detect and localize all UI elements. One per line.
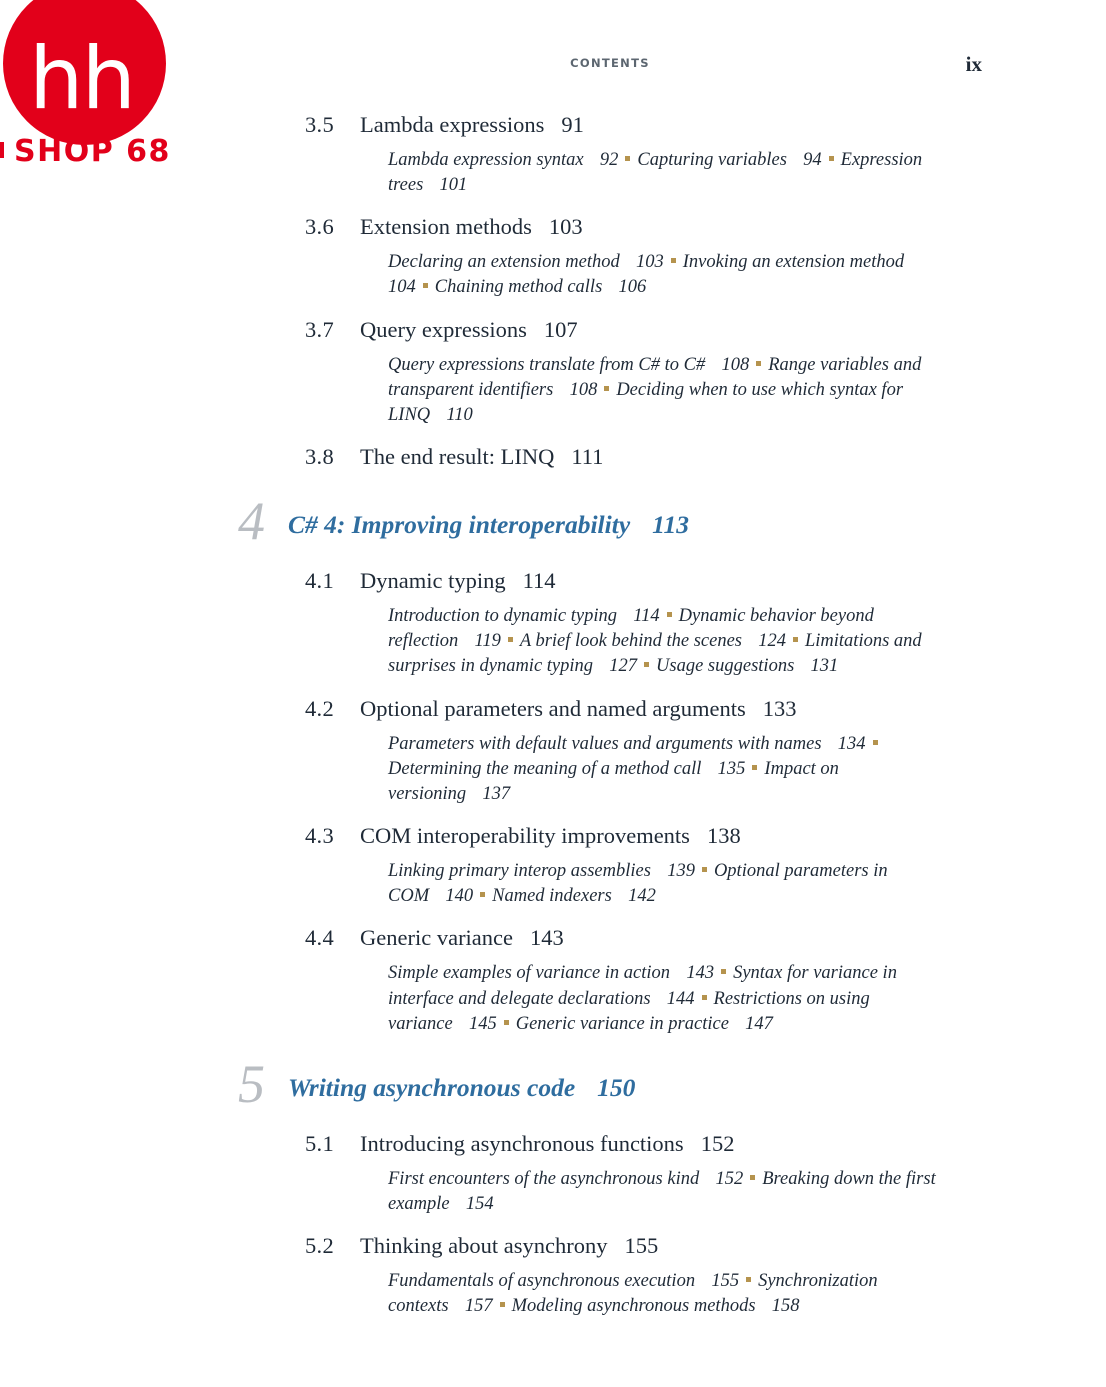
- section-title: [360, 317, 578, 343]
- section-number: 5.1: [305, 1130, 335, 1156]
- subsection-page-number: 92: [590, 150, 619, 170]
- subsection-title: Synchronization contexts: [388, 1271, 878, 1317]
- subsection-list: [388, 961, 936, 1036]
- section-title-text: Query expressions: [360, 316, 527, 342]
- separator-bullet-icon: [756, 361, 761, 366]
- subsection-title: Limitations and surprises in dynamic typing: [388, 631, 922, 677]
- subsection-page-number: 103: [626, 252, 664, 273]
- section-page-number: 111: [571, 444, 604, 470]
- section-page-number: 91: [561, 112, 584, 137]
- subsection-page-number: 158: [762, 1296, 800, 1317]
- subsection-title: Optional parameters in COM: [388, 861, 888, 907]
- section-entry[interactable]: [0, 317, 1106, 347]
- subsection-page-number: 94: [793, 150, 822, 170]
- separator-bullet-icon: [746, 1277, 751, 1282]
- chapter-title: [288, 510, 689, 540]
- section-page-number: 114: [522, 568, 556, 594]
- section-page-number: 107: [543, 316, 578, 342]
- separator-bullet-icon: [500, 1302, 505, 1307]
- subsection-title: Usage suggestions: [656, 656, 795, 677]
- subsection-page-number: 110: [437, 404, 473, 425]
- subsection-list: [388, 148, 936, 198]
- chapter-title: [288, 1073, 635, 1103]
- separator-bullet-icon: [604, 386, 609, 391]
- section-title-text: Dynamic typing: [360, 568, 506, 594]
- subsection-title: Query expressions translate from C# to C#: [388, 354, 706, 375]
- separator-bullet-icon: [625, 156, 630, 161]
- section-number: 4.1: [305, 568, 335, 594]
- separator-bullet-icon: [702, 867, 707, 872]
- logo-wordmark: SHOP 68: [14, 134, 171, 169]
- subsection-page-number: 154: [456, 1193, 494, 1214]
- subsection-page-number: 147: [735, 1013, 773, 1034]
- subsection-title: A brief look behind the scenes: [519, 631, 742, 652]
- chapter-page-number: 150: [597, 1072, 636, 1102]
- section-entry[interactable]: [0, 568, 1106, 598]
- separator-bullet-icon: [721, 969, 726, 974]
- subsection-title: Lambda expression syntax: [388, 150, 584, 170]
- subsection-list: [388, 732, 936, 807]
- subsection-list: [388, 604, 936, 679]
- subsection-page-number: 124: [748, 631, 786, 652]
- subsection-title: Determining the meaning of a method call: [388, 758, 702, 779]
- subsection-title: Syntax for variance in interface and delegate declarations: [388, 963, 897, 1009]
- section-number: 4.2: [305, 695, 335, 721]
- section-title-text: Extension methods: [360, 214, 532, 240]
- separator-bullet-icon: [702, 995, 707, 1000]
- logo-hh-text: hh: [28, 28, 134, 129]
- section-number: 5.2: [305, 1233, 335, 1259]
- separator-bullet-icon: [508, 637, 513, 642]
- section-title: [360, 214, 583, 240]
- section-number: 3.5: [305, 112, 335, 137]
- subsection-title: Impact on versioning: [388, 758, 839, 804]
- section-page-number: 133: [762, 695, 797, 721]
- separator-bullet-icon: [752, 765, 757, 770]
- section-title: [360, 1131, 734, 1157]
- section-title-text: Thinking about asynchrony: [360, 1233, 608, 1259]
- chapter-page-number: 113: [652, 510, 689, 540]
- separator-bullet-icon: [667, 612, 672, 617]
- separator-bullet-icon: [793, 637, 798, 642]
- chapter-title-text: C# 4: Improving interoperability: [288, 510, 631, 540]
- section-title-text: Introducing asynchronous functions: [360, 1130, 684, 1156]
- subsection-list: [388, 353, 936, 428]
- section-title: [360, 444, 603, 470]
- subsection-page-number: 104: [388, 252, 921, 298]
- section-number: 3.8: [305, 444, 335, 470]
- section-number: 3.7: [305, 316, 335, 342]
- subsection-title: Breaking down the first example: [388, 1168, 936, 1214]
- page-folio: ix: [965, 52, 982, 76]
- section-page-number: 155: [624, 1233, 659, 1259]
- section-entry[interactable]: [0, 112, 1106, 142]
- subsection-page-number: 119: [465, 631, 501, 652]
- subsection-list: [388, 1269, 936, 1319]
- subsection-page-number: 131: [801, 656, 839, 677]
- section-title-text: The end result: LINQ: [360, 444, 555, 470]
- separator-bullet-icon: [671, 258, 676, 263]
- subsection-title: Dynamic behavior beyond reflection: [388, 606, 874, 652]
- section-page-number: 152: [700, 1130, 735, 1156]
- section-number: 4.3: [305, 823, 335, 849]
- separator-bullet-icon: [423, 283, 428, 288]
- section-entry[interactable]: [0, 823, 1106, 853]
- subsection-page-number: 140: [436, 886, 474, 907]
- subsection-title: Restrictions on using variance: [388, 988, 870, 1034]
- section-entry[interactable]: [0, 1131, 1106, 1161]
- section-page-number: 143: [530, 925, 564, 951]
- subsection-page-number: 108: [712, 354, 750, 375]
- section-page-number: 138: [706, 823, 741, 849]
- subsection-page-number: 139: [657, 861, 695, 882]
- section-title-text: COM interoperability improvements: [360, 823, 690, 849]
- subsection-page-number: 143: [677, 963, 715, 984]
- subsection-title: Invoking an extension method: [682, 252, 905, 273]
- section-entry[interactable]: [0, 925, 1106, 955]
- subsection-page-number: 127: [600, 656, 638, 677]
- running-head-title: CONTENTS: [570, 56, 650, 70]
- subsection-page-number: 134: [828, 733, 866, 754]
- subsection-title: First encounters of the asynchronous kind: [388, 1168, 700, 1189]
- subsection-title: Expression trees: [388, 150, 923, 196]
- running-head: [290, 52, 990, 76]
- section-title: [360, 925, 564, 951]
- subsection-page-number: 106: [609, 277, 647, 298]
- subsection-title: Fundamentals of asynchronous execution: [388, 1271, 696, 1292]
- subsection-title: Parameters with default values and arguments with names: [388, 733, 822, 754]
- section-title: [360, 696, 796, 722]
- separator-bullet-icon: [480, 892, 485, 897]
- subsection-page-number: 137: [473, 783, 511, 804]
- section-title: [360, 823, 741, 849]
- table-of-contents: [0, 96, 1106, 1319]
- subsection-title: Modeling asynchronous methods: [511, 1296, 756, 1317]
- subsection-title: Named indexers: [492, 886, 612, 907]
- subsection-title: Range variables and transparent identifiers: [388, 354, 922, 400]
- section-title-text: Lambda expressions: [360, 112, 545, 137]
- subsection-list: [388, 859, 936, 909]
- separator-bullet-icon: [829, 156, 834, 161]
- section-page-number: 103: [548, 214, 583, 240]
- separator-bullet-icon: [504, 1020, 509, 1025]
- subsection-title: Deciding when to use which syntax for LINQ: [388, 379, 904, 425]
- chapter-number: 4: [238, 491, 265, 552]
- section-entry[interactable]: [0, 696, 1106, 726]
- separator-bullet-icon: [873, 740, 878, 745]
- chapter-heading[interactable]: [0, 491, 1106, 552]
- subsection-title: Introduction to dynamic typing: [388, 606, 617, 627]
- section-title-text: Generic variance: [360, 925, 514, 951]
- subsection-title: Capturing variables: [637, 150, 787, 170]
- section-entry[interactable]: [0, 214, 1106, 244]
- section-entry[interactable]: [0, 1233, 1106, 1263]
- separator-bullet-icon: [644, 662, 649, 667]
- chapter-heading[interactable]: [0, 1053, 1106, 1115]
- subsection-title: Chaining method calls: [434, 277, 603, 298]
- subsection-title: Linking primary interop assemblies: [388, 861, 651, 882]
- subsection-page-number: 145: [459, 1013, 497, 1034]
- subsection-title: Declaring an extension method: [388, 252, 620, 273]
- chapter-title-text: Writing asynchronous code: [288, 1072, 576, 1102]
- section-title: [360, 568, 556, 594]
- subsection-page-number: 152: [706, 1168, 744, 1189]
- subsection-page-number: 108: [560, 379, 598, 400]
- subsection-title: Generic variance in practice: [515, 1013, 729, 1034]
- subsection-page-number: 142: [618, 886, 656, 907]
- chapter-number: 5: [238, 1053, 265, 1114]
- subsection-page-number: 135: [708, 758, 746, 779]
- subsection-page-number: 101: [430, 175, 468, 196]
- section-number: 3.6: [305, 214, 335, 240]
- subsection-page-number: 157: [455, 1296, 493, 1317]
- subsection-title: Simple examples of variance in action: [388, 963, 671, 984]
- section-number: 4.4: [305, 925, 335, 951]
- section-entry[interactable]: [0, 444, 1106, 474]
- subsection-list: [388, 1167, 936, 1217]
- section-title-text: Optional parameters and named arguments: [360, 695, 746, 721]
- subsection-page-number: 114: [623, 606, 660, 627]
- section-title: [360, 112, 584, 138]
- subsection-page-number: 144: [657, 988, 695, 1009]
- subsection-page-number: 155: [702, 1271, 740, 1292]
- subsection-list: [388, 250, 936, 300]
- separator-bullet-icon: [750, 1175, 755, 1180]
- section-title: [360, 1233, 658, 1259]
